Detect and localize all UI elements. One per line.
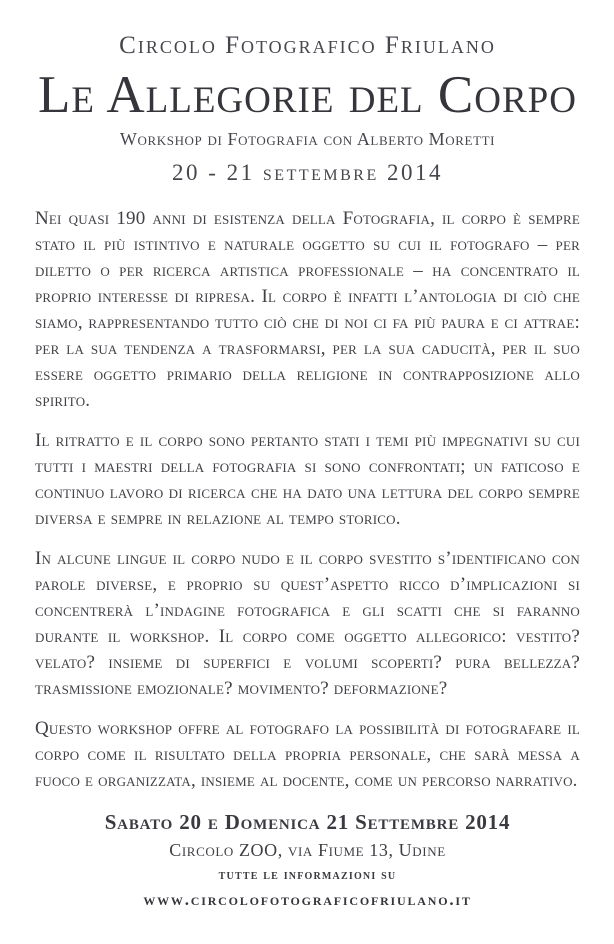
info-label: tutte le informazioni su — [218, 868, 397, 884]
date-range: 20 - 21 settembre 2014 — [172, 160, 443, 186]
organization-name: Circolo Fotografico Friulano — [119, 32, 496, 59]
paragraph-ritratto: Il ritratto e il corpo sono pertanto stati i temi più impegnativi su cui tutti i maestri della fotografia si sono confrontati; un faticoso e continuo lavoro di ricerca che ha dato una lettura del corpo sempre diversa e sempre in relazione al tempo storico. — [35, 430, 580, 530]
event-dates: Sabato 20 e Domenica 21 Settembre 2014 — [104, 810, 511, 835]
venue-address: Circolo ZOO, via Fiume 13, Udine — [169, 840, 446, 861]
flyer-header — [35, 32, 580, 186]
paragraph-lingue: In alcune lingue il corpo nudo e il corpo svestito s’identificano con parole diverse, e proprio su quest’aspetto ricco d’implicazioni si concentrerà l’indagine fotografica e gli scatti che si faranno durante il workshop. Il corpo come oggetto allegorico: vestito? velato? insieme di superfici e volumi scoperti? pura bellezza? trasmissione emozionale? movimento? deformazione? — [35, 548, 580, 700]
flyer-body — [35, 206, 580, 794]
flyer-footer — [35, 810, 580, 910]
workshop-subtitle: Workshop di Fotografia con Alberto Moretti — [119, 129, 496, 150]
paragraph-offerta: Questo workshop offre al fotografo la possibilità di fotografare il corpo come il risultato della propria personale, che sarà messa a fuoco e organizzata, insieme al docente, come un percorso narrativo. — [35, 718, 580, 792]
page-title: Le Allegorie del Corpo — [38, 66, 577, 124]
website-url: www.circolofotograficofriulano.it — [143, 890, 472, 910]
paragraph-intro: Nei quasi 190 anni di esistenza della Fotografia, il corpo è sempre stato il più istintivo e naturale oggetto su cui il fotografo – per diletto o per ricerca artistica professionale – ha concentrato il proprio interesse di ripresa. Il corpo è infatti l’antologia di ciò che siamo, rappresentando tutto ciò che di noi ci fa più paura e ci attrae: per la sua tendenza a trasformarsi, per la sua caducità, per il suo essere oggetto primario della religione in contrapposizione allo spirito. — [35, 208, 580, 412]
